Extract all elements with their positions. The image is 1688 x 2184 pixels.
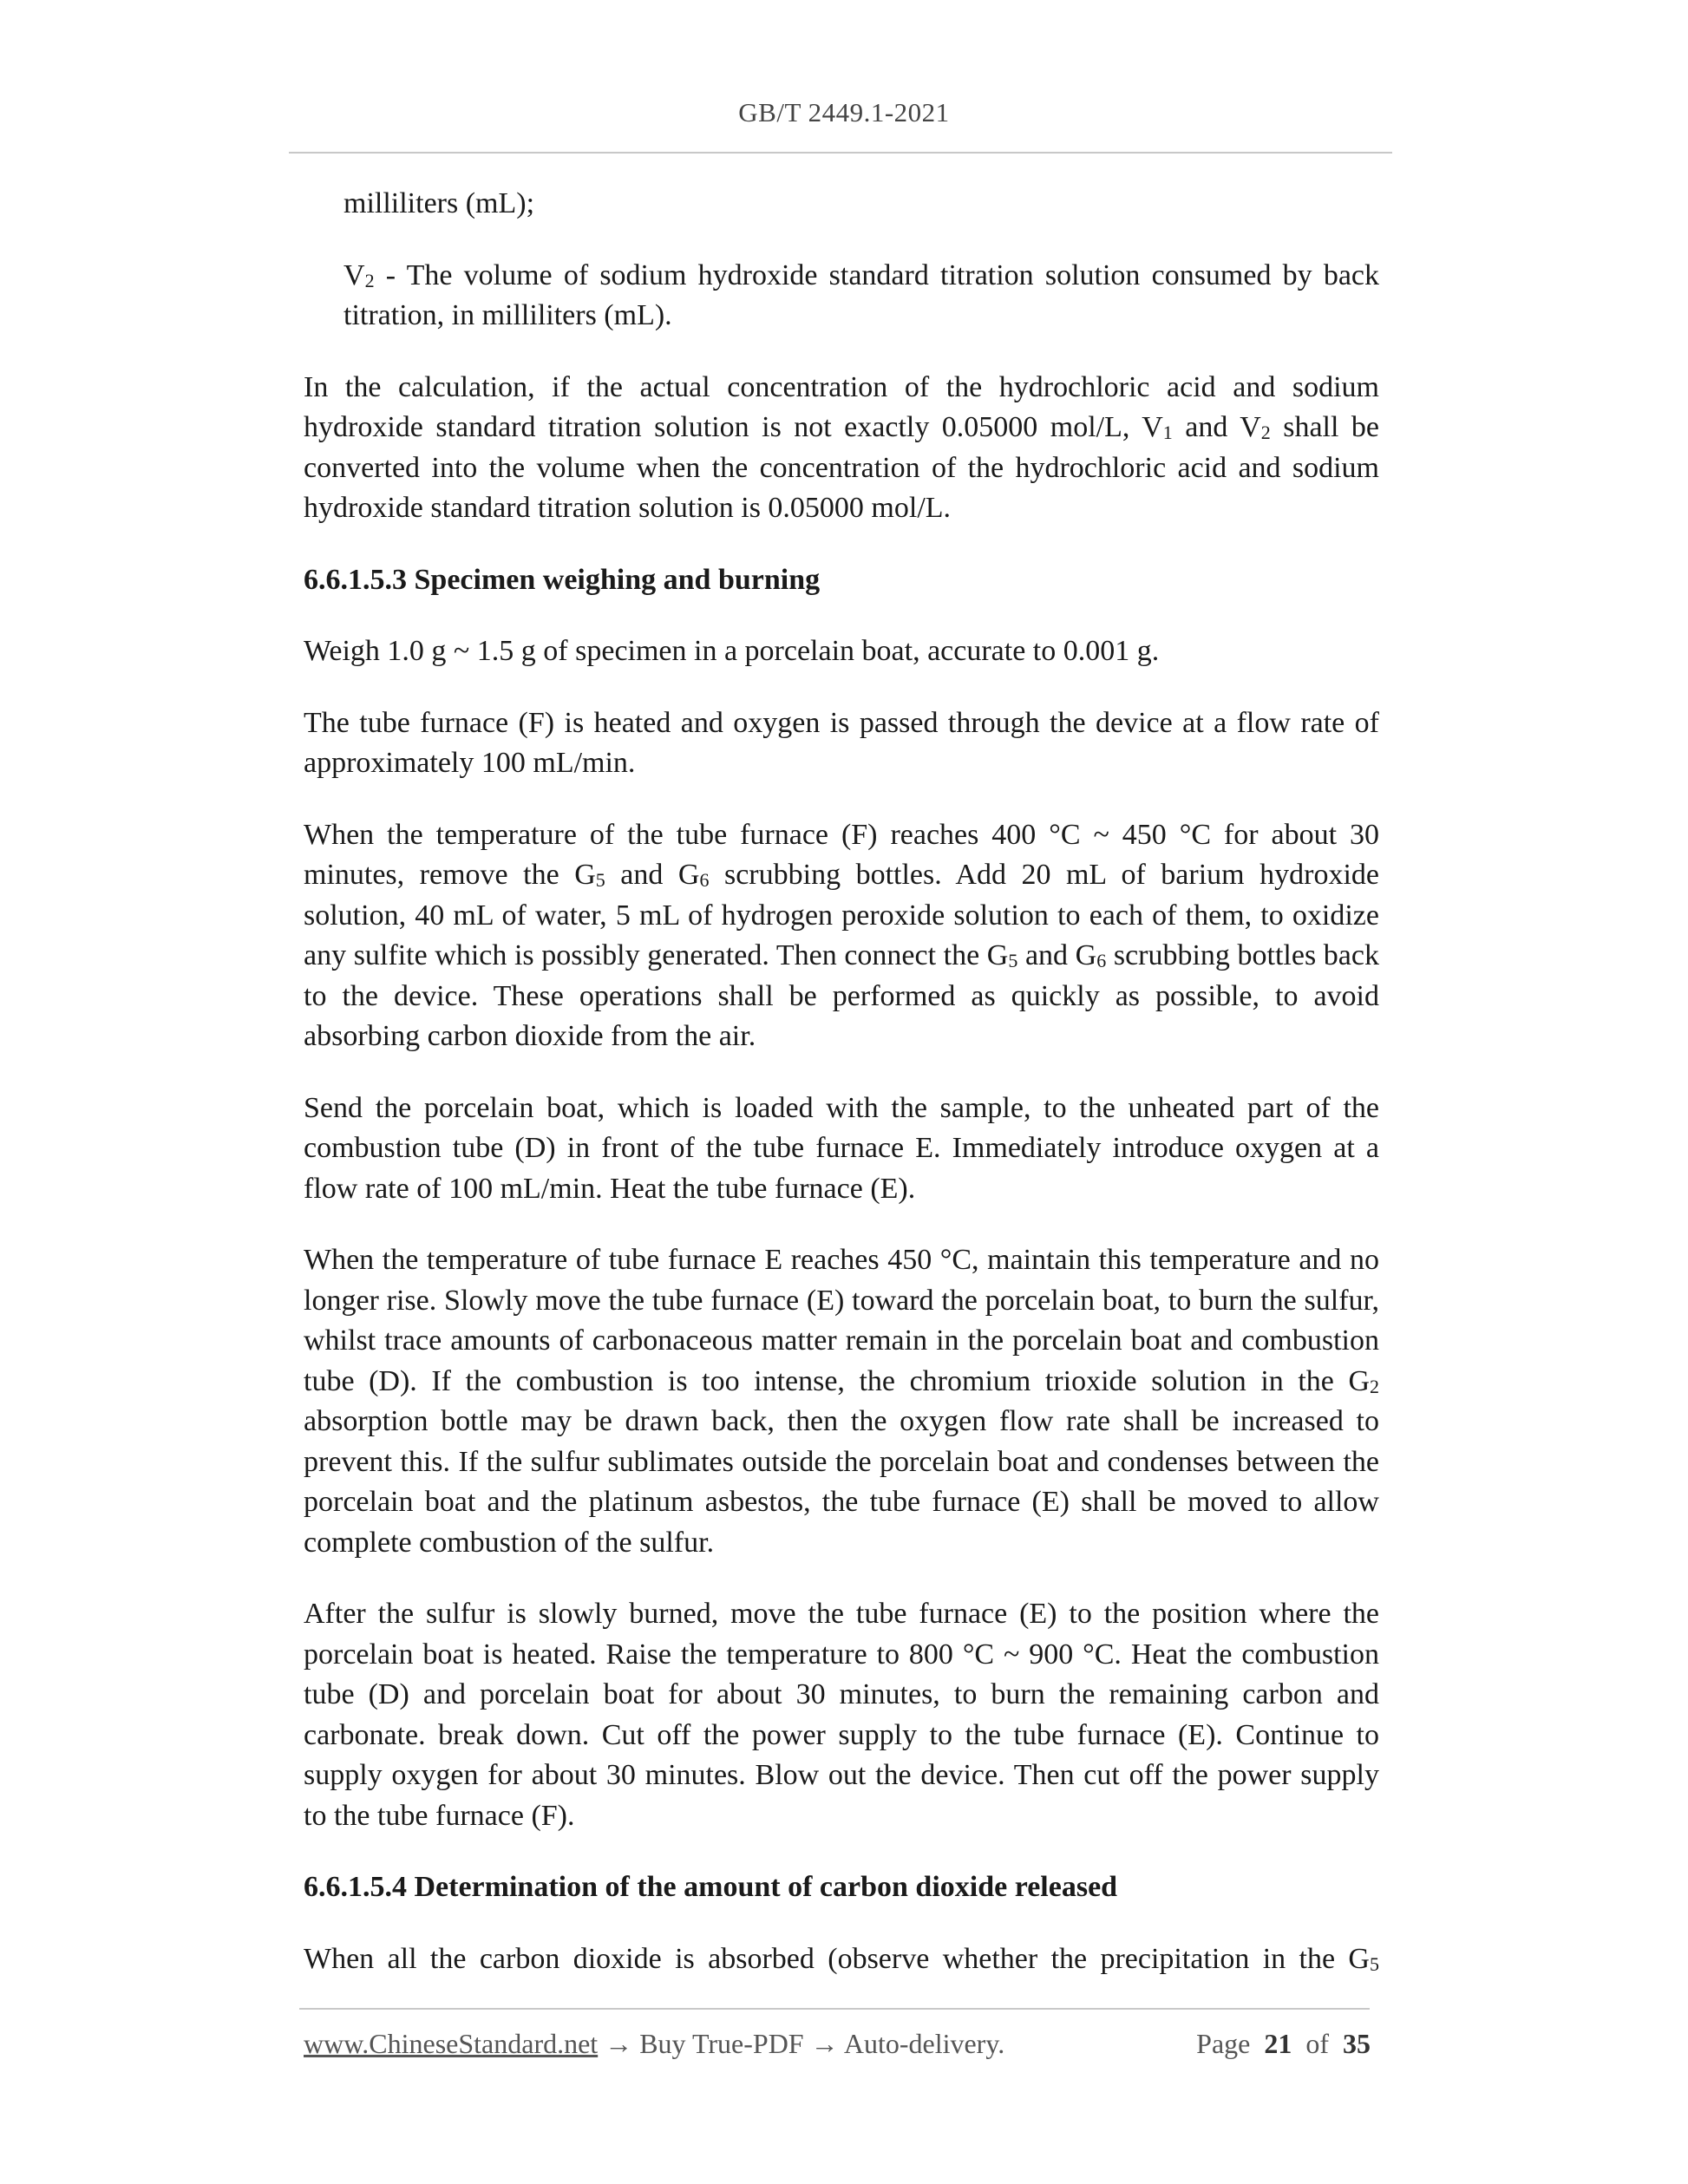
paragraph-weigh: Weigh 1.0 g ~ 1.5 g of specimen in a porcelain boat, accurate to 0.001 g.	[304, 635, 1160, 667]
subscript-2: 2	[364, 269, 375, 291]
paragraph-scrubbing-bottles	[304, 815, 1379, 1057]
paragraph-v2-definition	[343, 256, 1379, 337]
subscript-1: 1	[1162, 422, 1173, 443]
paragraph-after-burning: After the sulfur is slowly burned, move the tube furnace (E) to the position where the porcelain boat is heated. Raise the temperature to 800 °C ~ 900 °C. Heat the combustion tube (D) and porcelain boat for about 30 minutes, to burn the remaining carbon and carbonate. break down. Cut off the power supply to the tube furnace (E). Continue to supply oxygen for about 30 minutes. Blow out the device. Then cut off the power supply to the tube furnace (F).	[304, 1598, 1379, 1832]
scrub-text-d: and G	[1017, 939, 1097, 971]
of-label: of	[1305, 2028, 1329, 2059]
subscript-5: 5	[1370, 1952, 1379, 1975]
arrow-right-icon: →	[803, 2028, 844, 2059]
subscript-5: 5	[595, 869, 605, 891]
scrub-text-e: scrubbing bottles back to the device. These operations shall be performed as quickly as possible, to avoid absorbing carbon dioxide from the air.	[304, 939, 1379, 1052]
footer-promo	[304, 2028, 1004, 2060]
burn-text-b: absorption bottle may be drawn back, then the oxygen flow rate shall be increased to prevent this. If the sulfur sublimates outside the porcelain boat and condenses between the porcelain boat and the platinum asbestos, the tube furnace (E) shall be moved to allow complete combustion of the sulfur.	[304, 1405, 1379, 1559]
scrub-text-a: When the temperature of the tube furnace (F) reaches 400 °C ~ 450 °C for about 30 minutes, remove the G	[304, 818, 1379, 891]
paragraph-burn-sulfur	[304, 1240, 1379, 1563]
paragraph-units: milliliters (mL);	[343, 187, 535, 219]
section-heading-specimen-weighing: 6.6.1.5.3 Specimen weighing and burning	[304, 563, 821, 596]
subscript-6: 6	[699, 869, 710, 891]
calc-note-text-c: shall be converted into the volume when the concentration of the hydrochloric acid and sodium hydroxide standard titration solution is 0.05000 mol/L.	[304, 411, 1380, 524]
buy-pdf-text: Buy True-PDF	[639, 2028, 804, 2059]
section-heading-co2-determination: 6.6.1.5.4 Determination of the amount of carbon dioxide released	[304, 1871, 1118, 1903]
paragraph-tube-furnace-heat: The tube furnace (F) is heated and oxygen is passed through the device at a flow rate of approximately 100 mL/min.	[304, 706, 1379, 779]
subscript-5: 5	[1008, 950, 1018, 971]
scrub-text-b: and G	[605, 859, 700, 891]
co2-text: When all the carbon dioxide is absorbed (observe whether the precipitation in the G	[304, 1942, 1370, 1975]
subscript-2: 2	[1260, 422, 1271, 443]
paragraph-co2-absorbed	[304, 1939, 1379, 1980]
subscript-2: 2	[1370, 1375, 1379, 1397]
auto-delivery-text: Auto-delivery.	[843, 2028, 1005, 2059]
calc-note-text-a: In the calculation, if the actual concentration of the hydrochloric acid and sodium hydroxide standard titration solution is not exactly 0.05000 mol/L, V	[304, 370, 1379, 443]
burn-text-a: When the temperature of tube furnace E reaches 450 °C, maintain this temperature and no longer rise. Slowly move the tube furnace (E) toward the porcelain boat, to burn the sulfur, whilst trace amounts of carbonaceous matter remain in the porcelain boat and combustion tube (D). If the combustion is too intense, the chromium trioxide solution in the G	[304, 1244, 1379, 1397]
symbol-v: V	[343, 258, 365, 291]
v2-definition-text: - The volume of sodium hydroxide standard titration solution consumed by back titration, in milliliters (mL).	[343, 258, 1379, 331]
website-link[interactable]: www.ChineseStandard.net	[304, 2028, 599, 2059]
document-header-id: GB/T 2449.1-2021	[738, 97, 950, 128]
footer-divider	[299, 2008, 1370, 2010]
arrow-right-icon: →	[598, 2028, 640, 2059]
page-indicator	[1196, 2028, 1371, 2060]
header-divider	[289, 152, 1392, 154]
page-number: 21	[1264, 2028, 1292, 2059]
scrub-text-c: scrubbing bottles. Add 20 mL of barium hydroxide solution, 40 mL of water, 5 mL of hydrogen peroxide solution to each of them, to oxidize any sulfite which is possibly generated. Then connect the G	[304, 859, 1379, 971]
subscript-6: 6	[1096, 950, 1107, 971]
paragraph-calculation-note	[304, 368, 1379, 529]
page-label: Page	[1196, 2028, 1251, 2059]
page-content	[304, 184, 1379, 1979]
page-total: 35	[1343, 2028, 1371, 2059]
paragraph-send-porcelain-boat: Send the porcelain boat, which is loaded with the sample, to the unheated part of the combustion tube (D) in front of the tube furnace E. Immediately introduce oxygen at a flow rate of 100 mL/min. Heat the tube furnace (E).	[304, 1091, 1379, 1205]
calc-note-text-b: and V	[1172, 411, 1261, 443]
